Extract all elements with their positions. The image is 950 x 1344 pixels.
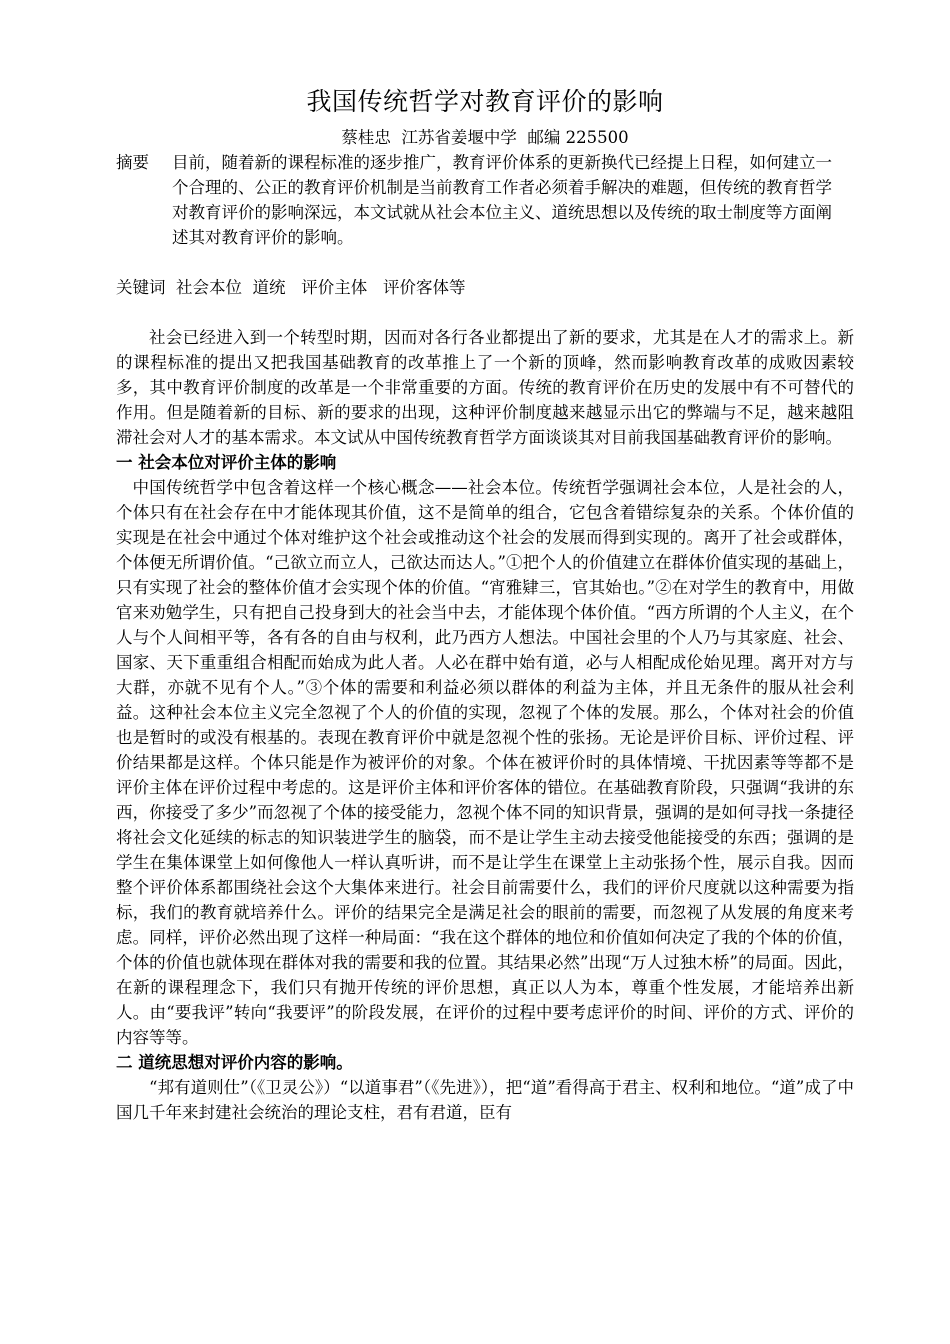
body-text: [116, 325, 854, 1125]
document-page: [116, 84, 854, 1125]
section-heading-1: 一 社会本位对评价主体的影响: [116, 453, 337, 472]
intro-paragraph: 社会已经进入到一个转型时期，因而对各行各业都提出了新的要求，尤其是在人才的需求上。新的课程标准的提出又把我国基础教育的改革推上了一个新的顶峰，然而影响教育改革的成败因素较多，其中教育评价制度的改革是一个非常重要的方面。传统的教育评价在历史的发展中有不可替代的作用。但是随着新的目标、新的要求的出现，这种评价制度越来越显示出它的弊端与不足，越来越阻滞社会对人才的基本需求。本文试从中国传统教育哲学方面谈谈其对目前我国基础教育评价的影响。: [116, 328, 854, 447]
section-paragraph-1: 中国传统哲学中包含着这样一个核心概念——社会本位。传统哲学强调社会本位，人是社会的人，个体只有在社会存在中才能体现其价值，这不是简单的组合，它包含着错综复杂的关系。个体价值的实现是在社会中通过个体对维护这个社会或推动这个社会的发展而得到实现的。离开了社会或群体，个体便无所谓价值。“己欲立而立人，己欲达而达人。”①把个人的价值建立在群体价值实现的基础上，只有实现了社会的整体价值才会实现个体的价值。“宵雅肄三，官其始也。”②在对学生的教育中，用做官来劝勉学生，只有把自己投身到大的社会当中去，才能体现个体价值。“西方所谓的个人主义，在个人与个人间相平等，各有各的自由与权利，此乃西方人想法。中国社会里的个人乃与其家庭、社会、国家、天下重重组合相配而始成为此人者。人必在群中始有道，必与人相配成伦始见理。离开对方与大群，亦就不见有个人。”③个体的需要和利益必须以群体的利益为主体，并且无条件的服从社会利益。这种社会本位主义完全忽视了个人的价值的实现，忽视了个体的发展。那么，个体对社会的价值也是暂时的或没有根基的。表现在教育评价中就是忽视个性的张扬。无论是评价目标、评价过程、评价结果都是这样。个体只能是作为被评价的对象。个体在被评价时的具体情境、干扰因素等等都不是评价主体在评价过程中考虑的。这是评价主体和评价客体的错位。在基础教育阶段，只强调“我讲的东西，你接受了多少”而忽视了个体的接受能力，忽视个体不同的知识背景，强调的是如何寻找一条捷径将社会文化延续的标志的知识装进学生的脑袋，而不是让学生主动去接受他能接受的东西；强调的是学生在集体课堂上如何像他人一样认真听讲，而不是让学生在课堂上主动张扬个性，展示自我。因而整个评价体系都围绕社会这个大集体来进行。社会目前需要什么，我们的评价尺度就以这种需要为指标，我们的教育就培养什么。评价的结果完全是满足社会的眼前的需要，而忽视了从发展的角度来考虑。同样，评价必然出现了这样一种局面：“我在这个群体的地位和价值如何决定了我的个体的价值，个体的价值也就体现在群体对我的需要和我的位置。其结果必然”出现“万人过独木桥”的局面。因此，在新的课程理念下，我们只有抛开传统的评价思想，真正以人为本，尊重个性发展，才能培养出新人。由“要我评”转向“我要评”的阶段发展，在评价的过程中要考虑评价的时间、评价的方式、评价的内容等等。: [116, 478, 854, 1047]
keywords-line: 关键词 社会本位 道统 评价主体 评价客体等: [116, 278, 466, 297]
author-line: 蔡桂忠 江苏省姜堰中学 邮编 225500: [341, 128, 629, 147]
section-heading-2: 二 道统思想对评价内容的影响。: [116, 1053, 353, 1072]
section-paragraph-2: “邦有道则仕”（《卫灵公》）“以道事君”（《先进》），把“道”看得高于君主、权利和地位。“道”成了中国几千年来封建社会统治的理论支柱，君有君道，臣有: [116, 1078, 854, 1122]
abstract-label: 摘要: [116, 153, 160, 172]
abstract-text: 目前，随着新的课程标准的逐步推广，教育评价体系的更新换代已经提上日程，如何建立一个合理的、公正的教育评价机制是当前教育工作者必须着手解决的难题，但传统的教育哲学对教育评价的影响深远，本文试就从社会本位主义、道统思想以及传统的取士制度等方面阐述其对教育评价的影响。: [172, 153, 832, 247]
page-title: 我国传统哲学对教育评价的影响: [306, 87, 664, 116]
abstract-block: [116, 150, 854, 250]
